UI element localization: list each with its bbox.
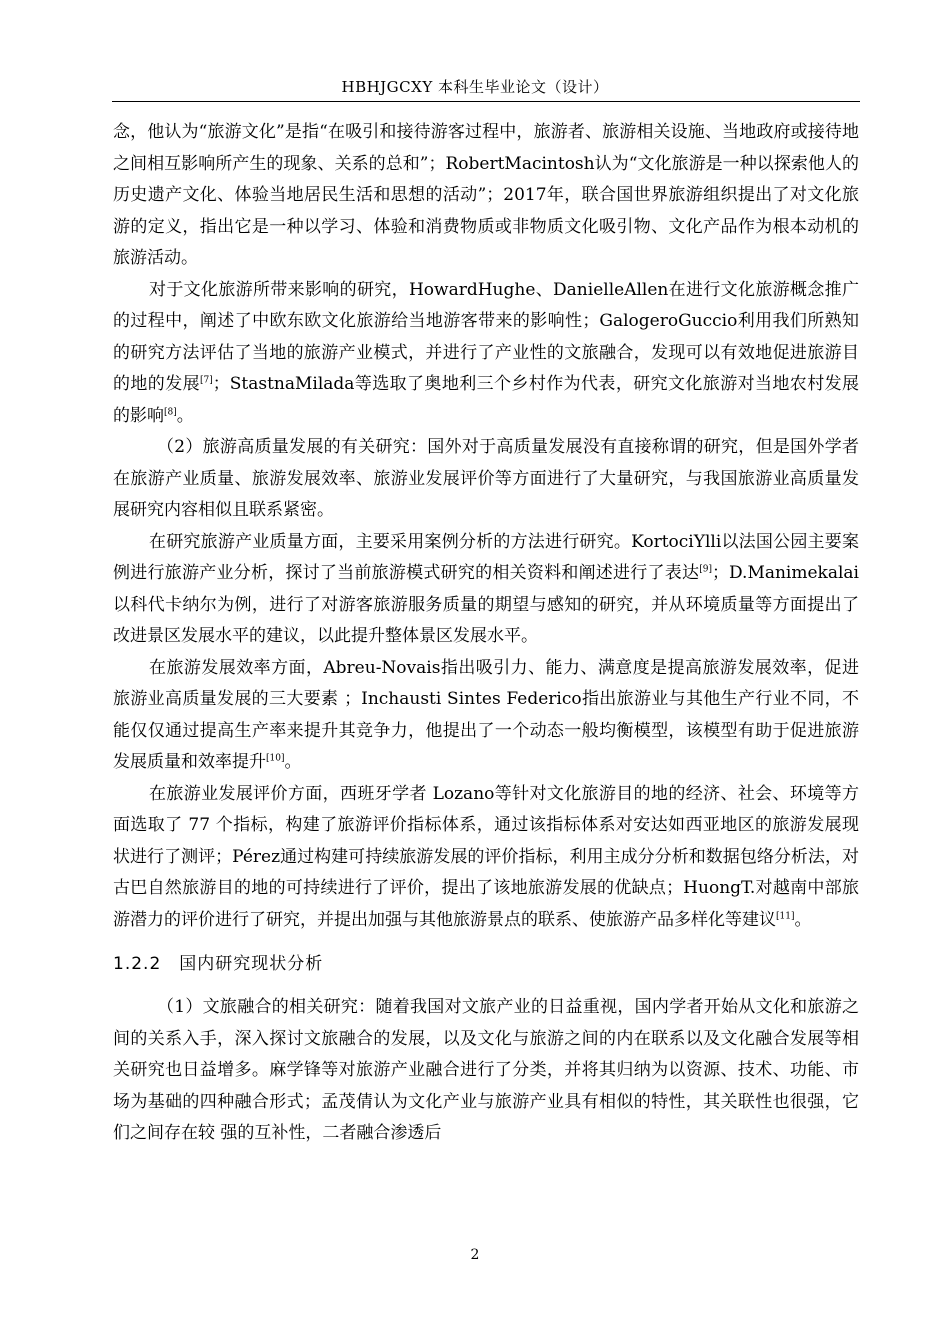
section-title: 国内研究现状分析 — [179, 954, 324, 974]
page-number: 2 — [470, 1247, 480, 1263]
paragraph-6-text-a: 在旅游业发展评价方面，西班牙学者 Lozano等针对文化旅游目的地的经济、社会、环境等方面选取了 77 个指标，构建了旅游评价指标体系，通过该指标体系对安达如西亚地区的旅游发展现状进行了测评；Pérez通过构建可持续旅游发展的评价指标，利用主成分分析和数据包络分析法，对古巴自然旅游目的地的可持续进行了评价，提出了该地旅游发展的优缺点；HuongT.对越南中部旅游潜力的评价进行了研究，并提出加强与其他旅游景点的联系、使旅游产品多样化等建议 — [113, 783, 859, 930]
paragraph-3: （2）旅游高质量发展的有关研究：国外对于高质量发展没有直接称谓的研究，但是国外学者在旅游产业质量、旅游发展效率、旅游业发展评价等方面进行了大量研究，与我国旅游业高质量发展研究内容相似且联系紧密。 — [113, 437, 859, 520]
citation-9: [9] — [699, 564, 713, 575]
citation-8: [8] — [164, 406, 177, 417]
paragraph-4-text-a: 在研究旅游产业质量方面，主要采用案例分析的方法进行研究。KortociYlli以法国公园主要案例进行旅游产业分析，探讨了当前旅游模式研究的相关资料和阐述进行了表达 — [113, 531, 859, 583]
paragraph-2-text-c: 。 — [176, 405, 194, 426]
paragraph-2 — [113, 275, 859, 433]
paragraph-5-text-b: 。 — [284, 752, 302, 772]
paragraph-4-text-b: ；D.Manimekalai以科代卡纳尔为例，进行了对游客旅游服务质量的期望与感知的研究，并从环境质量等方面提出了改进景区发展水平的建议，以此提升整体景区发展水平。 — [113, 563, 859, 646]
paragraph-4 — [113, 527, 859, 653]
paragraph-5-text-a: 在旅游发展效率方面，Abreu-Novais指出吸引力、能力、满意度是提高旅游发展效率，促进旅游业高质量发展的三大要素 ；Inchausti Sintes Federico指出旅游业与其他生产行业不同，不能仅仅通过提高生产率来提升其竞争力，他提出了一个动态一般均衡模型，该模型有助于促进旅游发展质量和效率提升 — [113, 657, 859, 772]
citation-7: [7] — [200, 375, 213, 386]
paragraph-6 — [113, 779, 859, 937]
paragraph-5 — [113, 653, 859, 779]
citation-11: [11] — [776, 910, 795, 921]
paragraph-7: （1）文旅融合的相关研究：随着我国对文旅产业的日益重视，国内学者开始从文化和旅游之间的关系入手，深入探讨文旅融合的发展，以及文化与旅游之间的内在联系以及文化融合发展等相关研究也日益增多。麻学锋等对旅游产业融合进行了分类，并将其归纳为以资源、技术、功能、市场为基础的四种融合形式；孟茂倩认为文化产业与旅游产业具有相似的特性，其关联性也很强，它们之间存在较 强的互补性，二者融合渗透后 — [113, 997, 859, 1143]
citation-10: [10] — [266, 753, 285, 764]
paragraph-2-text-b: ；StastnaMilada等选取了奥地利三个乡村作为代表，研究文化旅游对当地农村发展的影响 — [113, 374, 860, 426]
paragraph-2-text-a: 对于文化旅游所带来影响的研究，HowardHughe、DanielleAllen在进行文化旅游概念推广的过程中，阐述了中欧东欧文化旅游给当地游客带来的影响性；GalogeroGuccio利用我们所熟知的研究方法评估了当地的旅游产业模式，并进行了产业性的文旅融合，发现可以有效地促进旅游目的地的发展 — [113, 279, 859, 394]
paragraph-1: 念，他认为“旅游文化”是指“在吸引和接待游客过程中，旅游者、旅游相关设施、当地政府或接待地之间相互影响所产生的现象、关系的总和”；RobertMacintosh认为“文化旅游是一种以探索他人的历史遗产文化、体验当地居民生活和思想的活动”；2017年，联合国世界旅游组织提出了对文化旅游的定义，指出它是一种以学习、体验和消费物质或非物质文化吸引物、文化产品作为根本动机的旅游活动。 — [113, 122, 859, 268]
body-text — [113, 117, 859, 1150]
section-number: 1.2.2 — [113, 954, 162, 974]
section-heading — [113, 950, 859, 978]
page-header: HBHJGCXY 本科生毕业论文（设计） — [341, 78, 609, 96]
header-rule — [112, 101, 860, 102]
paragraph-6-text-b: 。 — [794, 909, 812, 930]
